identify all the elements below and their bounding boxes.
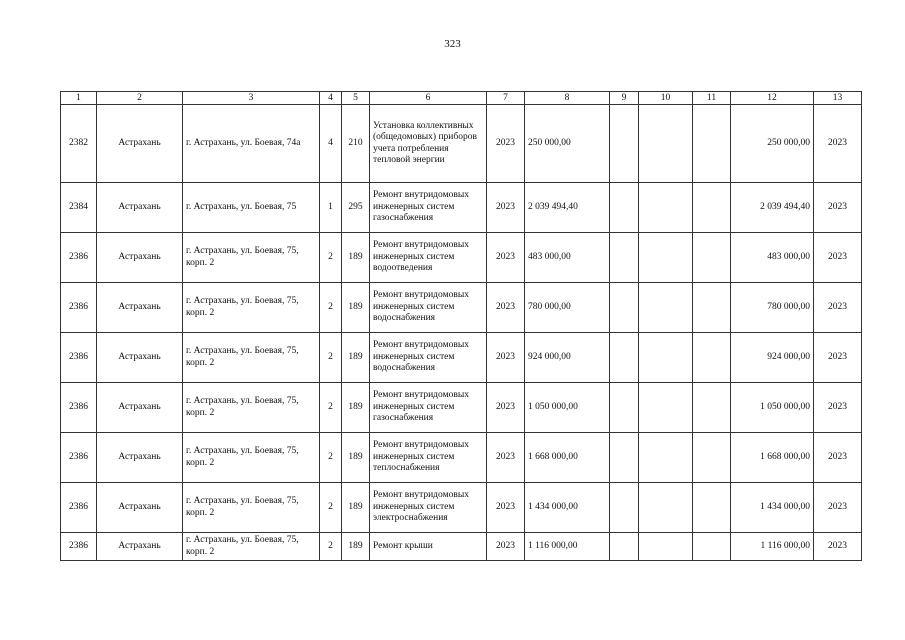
year-cell: 2023 (487, 233, 525, 283)
column-10-cell (639, 183, 693, 233)
table-row (61, 183, 862, 233)
cost-cell: 780 000,00 (525, 283, 610, 333)
table-body (61, 105, 862, 561)
row-number: 2382 (61, 105, 97, 183)
address-cell: г. Астрахань, ул. Боевая, 75, корп. 2 (183, 383, 320, 433)
work-type-cell: Ремонт крыши (370, 533, 487, 561)
address-cell: г. Астрахань, ул. Боевая, 75 (183, 183, 320, 233)
column-11-cell (693, 383, 731, 433)
work-type-cell: Ремонт внутридомовых инженерных систем водоснабжения (370, 283, 487, 333)
city-cell: Астрахань (97, 105, 183, 183)
column-5-cell: 189 (342, 533, 370, 561)
row-number: 2386 (61, 483, 97, 533)
column-4-cell: 2 (320, 433, 342, 483)
total-cost-cell: 1 116 000,00 (731, 533, 814, 561)
row-number: 2386 (61, 533, 97, 561)
column-header: 7 (487, 92, 525, 105)
column-11-cell (693, 483, 731, 533)
work-type-cell: Ремонт внутридомовых инженерных систем газоснабжения (370, 383, 487, 433)
column-9-cell (610, 333, 639, 383)
address-cell: г. Астрахань, ул. Боевая, 75, корп. 2 (183, 483, 320, 533)
page-number: 323 (444, 38, 461, 50)
total-cost-cell: 1 050 000,00 (731, 383, 814, 433)
column-header: 10 (639, 92, 693, 105)
column-5-cell: 189 (342, 383, 370, 433)
column-header: 2 (97, 92, 183, 105)
row-number: 2386 (61, 283, 97, 333)
cost-cell: 924 000,00 (525, 333, 610, 383)
column-header: 13 (814, 92, 862, 105)
column-11-cell (693, 333, 731, 383)
total-cost-cell: 250 000,00 (731, 105, 814, 183)
year-13-cell: 2023 (814, 183, 862, 233)
year-cell: 2023 (487, 105, 525, 183)
year-13-cell: 2023 (814, 433, 862, 483)
year-13-cell: 2023 (814, 483, 862, 533)
work-type-cell: Установка коллективных (общедомовых) приборов учета потребления тепловой энергии (370, 105, 487, 183)
year-cell: 2023 (487, 333, 525, 383)
work-type-cell: Ремонт внутридомовых инженерных систем водоснабжения (370, 333, 487, 383)
year-13-cell: 2023 (814, 533, 862, 561)
row-number: 2386 (61, 383, 97, 433)
row-number: 2386 (61, 233, 97, 283)
city-cell: Астрахань (97, 283, 183, 333)
column-10-cell (639, 383, 693, 433)
column-9-cell (610, 183, 639, 233)
column-9-cell (610, 433, 639, 483)
column-4-cell: 2 (320, 383, 342, 433)
row-number: 2384 (61, 183, 97, 233)
total-cost-cell: 924 000,00 (731, 333, 814, 383)
work-type-cell: Ремонт внутридомовых инженерных систем теплоснабжения (370, 433, 487, 483)
column-header: 4 (320, 92, 342, 105)
column-5-cell: 295 (342, 183, 370, 233)
column-9-cell (610, 105, 639, 183)
column-header: 11 (693, 92, 731, 105)
column-4-cell: 2 (320, 283, 342, 333)
column-header: 1 (61, 92, 97, 105)
total-cost-cell: 483 000,00 (731, 233, 814, 283)
year-cell: 2023 (487, 433, 525, 483)
year-13-cell: 2023 (814, 283, 862, 333)
column-10-cell (639, 533, 693, 561)
column-5-cell: 189 (342, 333, 370, 383)
city-cell: Астрахань (97, 183, 183, 233)
column-4-cell: 2 (320, 233, 342, 283)
cost-cell: 1 050 000,00 (525, 383, 610, 433)
work-type-cell: Ремонт внутридомовых инженерных систем электроснабжения (370, 483, 487, 533)
column-header: 8 (525, 92, 610, 105)
cost-cell: 1 434 000,00 (525, 483, 610, 533)
column-header: 9 (610, 92, 639, 105)
address-cell: г. Астрахань, ул. Боевая, 75, корп. 2 (183, 533, 320, 561)
column-10-cell (639, 483, 693, 533)
year-cell: 2023 (487, 533, 525, 561)
column-5-cell: 189 (342, 483, 370, 533)
table-row (61, 105, 862, 183)
year-13-cell: 2023 (814, 333, 862, 383)
column-4-cell: 4 (320, 105, 342, 183)
address-cell: г. Астрахань, ул. Боевая, 75, корп. 2 (183, 283, 320, 333)
column-11-cell (693, 105, 731, 183)
column-5-cell: 189 (342, 283, 370, 333)
table-row (61, 283, 862, 333)
table-row (61, 333, 862, 383)
address-cell: г. Астрахань, ул. Боевая, 75, корп. 2 (183, 333, 320, 383)
city-cell: Астрахань (97, 383, 183, 433)
city-cell: Астрахань (97, 433, 183, 483)
column-number-row (61, 92, 862, 105)
column-11-cell (693, 533, 731, 561)
address-cell: г. Астрахань, ул. Боевая, 75, корп. 2 (183, 233, 320, 283)
row-number: 2386 (61, 333, 97, 383)
column-header: 3 (183, 92, 320, 105)
total-cost-cell: 2 039 494,40 (731, 183, 814, 233)
column-10-cell (639, 105, 693, 183)
year-13-cell: 2023 (814, 383, 862, 433)
column-9-cell (610, 383, 639, 433)
table-row (61, 533, 862, 561)
column-10-cell (639, 283, 693, 333)
column-5-cell: 210 (342, 105, 370, 183)
year-cell: 2023 (487, 283, 525, 333)
cost-cell: 250 000,00 (525, 105, 610, 183)
column-4-cell: 1 (320, 183, 342, 233)
column-10-cell (639, 233, 693, 283)
year-13-cell: 2023 (814, 105, 862, 183)
year-13-cell: 2023 (814, 233, 862, 283)
cost-cell: 1 668 000,00 (525, 433, 610, 483)
table-row (61, 433, 862, 483)
row-number: 2386 (61, 433, 97, 483)
work-type-cell: Ремонт внутридомовых инженерных систем газоснабжения (370, 183, 487, 233)
year-cell: 2023 (487, 383, 525, 433)
column-header: 6 (370, 92, 487, 105)
cost-cell: 2 039 494,40 (525, 183, 610, 233)
column-9-cell (610, 533, 639, 561)
total-cost-cell: 1 434 000,00 (731, 483, 814, 533)
city-cell: Астрахань (97, 483, 183, 533)
total-cost-cell: 780 000,00 (731, 283, 814, 333)
column-9-cell (610, 483, 639, 533)
column-9-cell (610, 283, 639, 333)
column-header: 5 (342, 92, 370, 105)
total-cost-cell: 1 668 000,00 (731, 433, 814, 483)
column-4-cell: 2 (320, 483, 342, 533)
column-5-cell: 189 (342, 233, 370, 283)
column-9-cell (610, 233, 639, 283)
city-cell: Астрахань (97, 233, 183, 283)
column-10-cell (639, 433, 693, 483)
city-cell: Астрахань (97, 533, 183, 561)
cost-cell: 483 000,00 (525, 233, 610, 283)
table-row (61, 233, 862, 283)
column-5-cell: 189 (342, 433, 370, 483)
column-10-cell (639, 333, 693, 383)
column-11-cell (693, 433, 731, 483)
column-4-cell: 2 (320, 533, 342, 561)
table-row (61, 483, 862, 533)
repair-program-table (60, 91, 862, 561)
address-cell: г. Астрахань, ул. Боевая, 74а (183, 105, 320, 183)
year-cell: 2023 (487, 483, 525, 533)
address-cell: г. Астрахань, ул. Боевая, 75, корп. 2 (183, 433, 320, 483)
year-cell: 2023 (487, 183, 525, 233)
column-11-cell (693, 283, 731, 333)
city-cell: Астрахань (97, 333, 183, 383)
cost-cell: 1 116 000,00 (525, 533, 610, 561)
table-row (61, 383, 862, 433)
column-11-cell (693, 233, 731, 283)
column-11-cell (693, 183, 731, 233)
column-header: 12 (731, 92, 814, 105)
column-4-cell: 2 (320, 333, 342, 383)
work-type-cell: Ремонт внутридомовых инженерных систем водоотведения (370, 233, 487, 283)
